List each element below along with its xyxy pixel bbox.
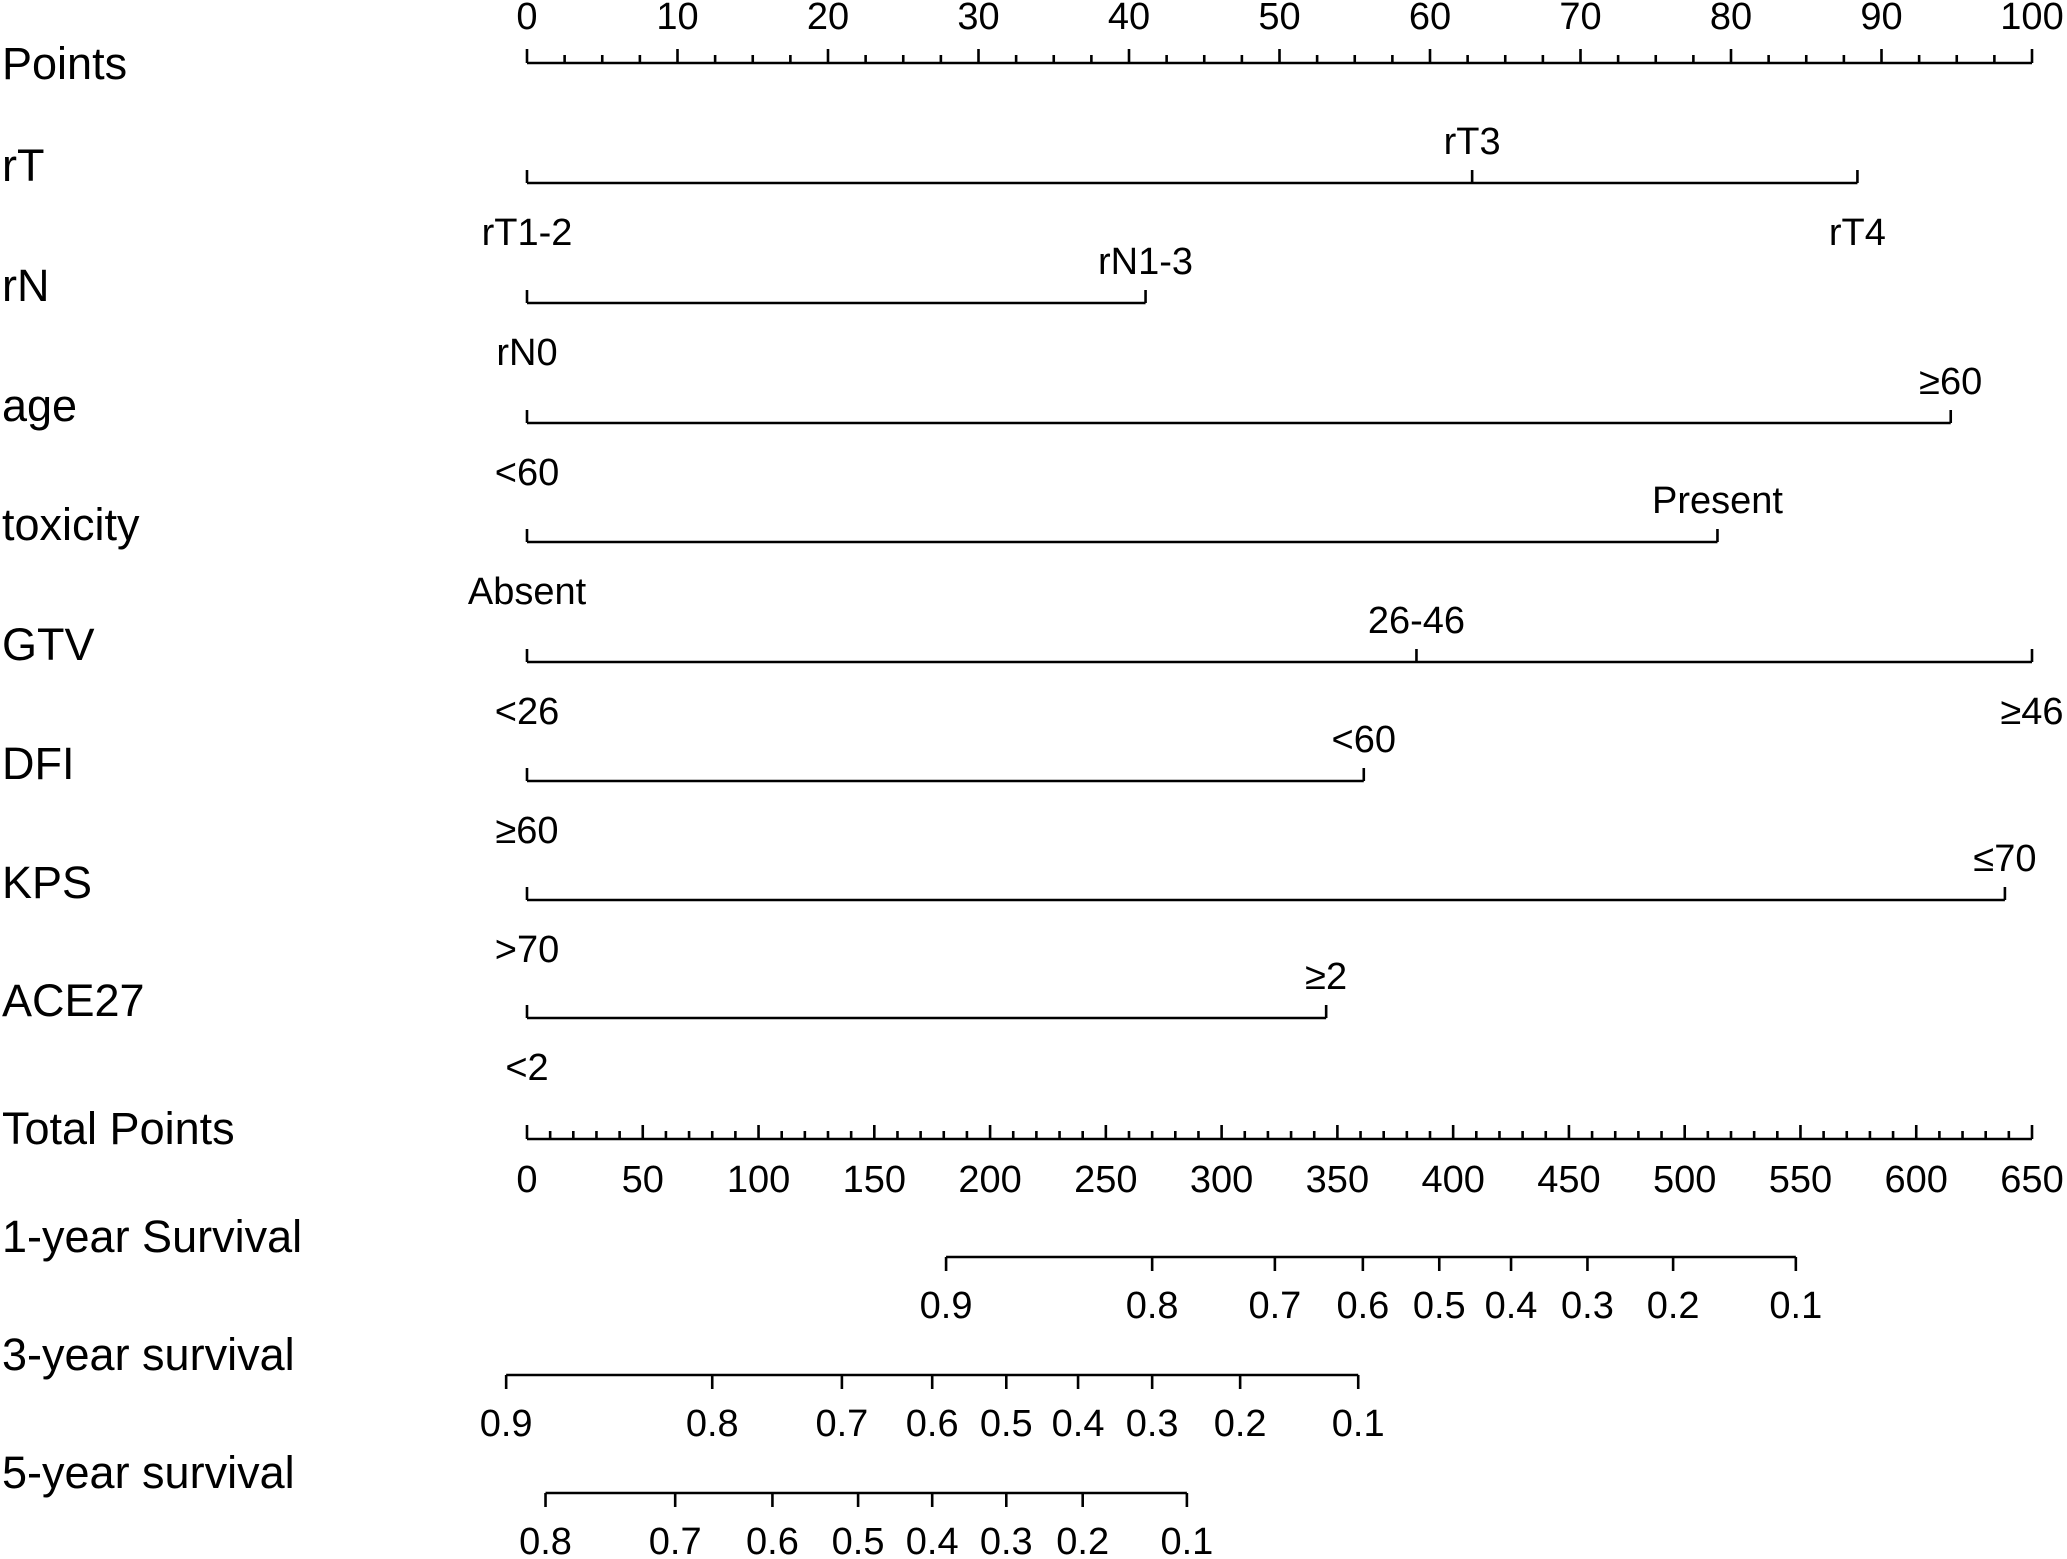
total-tick-label-650: 650 <box>2000 1159 2064 1201</box>
level-label-60: ≥60 <box>495 810 559 852</box>
total-tick-label-500: 500 <box>1652 1159 1717 1201</box>
variable-label-ace27: ACE27 <box>2 975 145 1026</box>
survival-tick-label-0-1: 0.1 <box>1769 1285 1823 1327</box>
survival-tick-label-0-3: 0.3 <box>1561 1285 1614 1327</box>
points-axis <box>516 0 2063 63</box>
row-labels <box>2 38 302 1498</box>
survival-tick-label-0-8: 0.8 <box>685 1403 739 1445</box>
variable-label-dfi: DFI <box>2 738 75 789</box>
points-tick-label-30: 30 <box>957 0 1000 38</box>
total-tick-label-350: 350 <box>1305 1159 1370 1201</box>
total-tick-label-550: 550 <box>1768 1159 1833 1201</box>
level-label-rn1-3: rN1-3 <box>1098 241 1194 283</box>
variable-label-rn: rN <box>2 260 50 311</box>
total-tick-label-50: 50 <box>621 1159 664 1201</box>
survival-tick-label-0-5: 0.5 <box>1412 1285 1466 1327</box>
survival-tick-label-0-1: 0.1 <box>1331 1403 1385 1445</box>
variable-scale-age <box>495 361 1983 494</box>
total-tick-label-0: 0 <box>516 1159 538 1201</box>
level-label-rn0: rN0 <box>496 332 558 374</box>
survival-tick-label-0-1: 0.1 <box>1160 1521 1214 1559</box>
points-tick-label-20: 20 <box>806 0 850 38</box>
points-tick-label-10: 10 <box>656 0 699 38</box>
survival-label-3-year-survival: 3-year survival <box>2 1329 295 1380</box>
total-tick-label-400: 400 <box>1421 1159 1485 1201</box>
points-tick-label-100: 100 <box>2000 0 2064 38</box>
survival-tick-label-0-9: 0.9 <box>479 1403 533 1445</box>
points-tick-label-40: 40 <box>1107 0 1151 38</box>
variable-scale-rt <box>482 121 1886 254</box>
survival-scale-1-year-survival <box>920 1257 1823 1327</box>
survival-tick-label-0-3: 0.3 <box>979 1521 1033 1559</box>
level-label-rt1-2: rT1-2 <box>481 212 573 254</box>
level-label-46: ≥46 <box>2000 691 2064 733</box>
points-tick-label-0: 0 <box>516 0 538 38</box>
level-label-60: <60 <box>1331 719 1397 761</box>
level-label-present: Present <box>1651 480 1783 522</box>
total-tick-label-250: 250 <box>1074 1159 1138 1201</box>
variable-scale-gtv <box>495 600 2064 733</box>
level-label-60: <60 <box>494 452 560 494</box>
total-tick-label-300: 300 <box>1189 1159 1254 1201</box>
survival-tick-label-0-4: 0.4 <box>1051 1403 1105 1445</box>
points-tick-label-50: 50 <box>1258 0 1301 38</box>
survival-tick-label-0-2: 0.2 <box>1213 1403 1267 1445</box>
survival-tick-label-0-5: 0.5 <box>831 1521 885 1559</box>
points-tick-label-60: 60 <box>1408 0 1452 38</box>
variable-scale-dfi <box>495 719 1396 852</box>
survival-tick-label-0-9: 0.9 <box>919 1285 973 1327</box>
total-tick-label-100: 100 <box>726 1159 791 1201</box>
survival-tick-label-0-2: 0.2 <box>1646 1285 1700 1327</box>
total-tick-label-450: 450 <box>1537 1159 1601 1201</box>
survival-tick-label-0-6: 0.6 <box>1336 1285 1390 1327</box>
survival-tick-label-0-7: 0.7 <box>815 1403 869 1445</box>
survival-label-5-year-survival: 5-year survival <box>2 1447 295 1498</box>
survival-tick-label-0-6: 0.6 <box>905 1403 959 1445</box>
level-label-70: ≤70 <box>1973 838 2037 880</box>
points-row-label: Points <box>2 38 128 89</box>
total-tick-label-200: 200 <box>958 1159 1022 1201</box>
survival-label-1-year-survival: 1-year Survival <box>2 1211 303 1262</box>
variable-label-gtv: GTV <box>2 619 95 670</box>
points-tick-label-70: 70 <box>1559 0 1602 38</box>
level-label-26-46: 26-46 <box>1367 600 1466 642</box>
survival-tick-label-0-3: 0.3 <box>1125 1403 1179 1445</box>
variable-label-kps: KPS <box>2 857 93 908</box>
total-points-axis <box>516 1125 2063 1201</box>
variable-label-age: age <box>2 380 78 431</box>
total-tick-label-150: 150 <box>842 1159 907 1201</box>
variable-scale-ace27 <box>505 956 1347 1089</box>
variable-scale-kps <box>495 838 2037 971</box>
survival-tick-label-0-7: 0.7 <box>1248 1285 1302 1327</box>
total-points-row-label: Total Points <box>2 1103 235 1154</box>
total-tick-label-600: 600 <box>1884 1159 1948 1201</box>
level-label-rt4: rT4 <box>1828 212 1886 254</box>
level-label-70: >70 <box>494 929 560 971</box>
variable-scale-toxicity <box>468 480 1784 613</box>
survival-tick-label-0-5: 0.5 <box>979 1403 1033 1445</box>
level-label-60: ≥60 <box>1919 361 1983 403</box>
level-label-2: <2 <box>505 1047 549 1089</box>
level-label-26: <26 <box>494 691 560 733</box>
variable-label-toxicity: toxicity <box>2 499 140 550</box>
variable-scales <box>468 121 2064 1089</box>
variable-scale-rn <box>496 241 1193 374</box>
points-tick-label-80: 80 <box>1709 0 1753 38</box>
survival-scale-5-year-survival <box>519 1493 1213 1559</box>
survival-tick-label-0-8: 0.8 <box>519 1521 572 1559</box>
level-label-absent: Absent <box>467 571 587 613</box>
survival-scales <box>480 1257 1822 1559</box>
survival-tick-label-0-4: 0.4 <box>1484 1285 1538 1327</box>
level-label-2: ≥2 <box>1305 956 1348 998</box>
survival-tick-label-0-7: 0.7 <box>648 1521 702 1559</box>
survival-scale-3-year-survival <box>480 1375 1385 1445</box>
survival-tick-label-0-2: 0.2 <box>1056 1521 1110 1559</box>
points-tick-label-90: 90 <box>1860 0 1903 38</box>
survival-tick-label-0-6: 0.6 <box>746 1521 799 1559</box>
survival-tick-label-0-4: 0.4 <box>905 1521 959 1559</box>
variable-label-rt: rT <box>2 140 45 191</box>
level-label-rt3: rT3 <box>1443 121 1501 163</box>
survival-tick-label-0-8: 0.8 <box>1125 1285 1179 1327</box>
